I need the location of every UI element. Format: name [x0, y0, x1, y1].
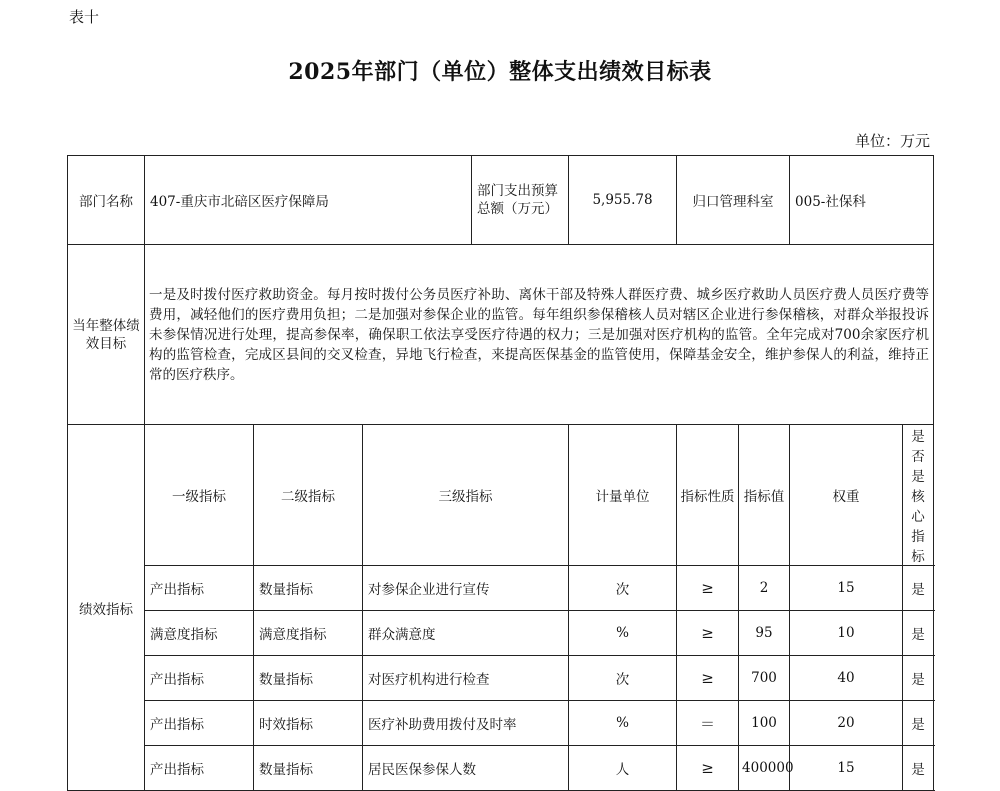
- cell-level1: 产出指标: [145, 701, 254, 746]
- indicator-header-row: [68, 425, 934, 566]
- budget-value: 5,955.78: [569, 156, 677, 245]
- header-value: 指标值: [739, 425, 790, 566]
- table-row: [68, 701, 934, 746]
- cell-level3: 对参保企业进行宣传: [363, 566, 569, 611]
- cell-level2: 时效指标: [254, 701, 363, 746]
- table-row: [68, 611, 934, 656]
- cell-weight: 10: [790, 611, 903, 656]
- cell-weight: 20: [790, 701, 903, 746]
- cell-unit: 次: [569, 656, 677, 701]
- goal-text: 一是及时拨付医疗救助资金。每月按时拨付公务员医疗补助、离休干部及特殊人群医疗费、城乡医疗救助人员医疗费人员医疗费等费用，减轻他们的医疗费用负担；二是加强对参保企业的监管。每年组织参保稽核人员对辖区企业进行参保稽核，对群众举报投诉未参保情况进行处理，提高参保率，确保职工依法享受医疗待遇的权力；三是加强对医疗机构的监管。全年完成对700余家医疗机构的监管检查，完成区县间的交叉检查，异地飞行检查，来提高医保基金的监管使用，保障基金安全，维护参保人的利益，维持正常的医疗秩序。: [145, 245, 934, 425]
- page-title: 2025年部门（单位）整体支出绩效目标表: [288, 59, 712, 85]
- header-level2: 二级指标: [254, 425, 363, 566]
- header-level1: 一级指标: [145, 425, 254, 566]
- cell-core: 是: [903, 746, 934, 791]
- header-core: 是否是核心指标: [903, 425, 934, 566]
- goal-label: 当年整体绩效目标: [68, 245, 145, 425]
- cell-unit: %: [569, 611, 677, 656]
- cell-level2: 满意度指标: [254, 611, 363, 656]
- office-label: 归口管理科室: [677, 156, 790, 245]
- cell-weight: 40: [790, 656, 903, 701]
- cell-value: 700: [739, 656, 790, 701]
- cell-value: 400000: [739, 746, 790, 791]
- cell-level1: 满意度指标: [145, 611, 254, 656]
- performance-table: [67, 155, 934, 791]
- dept-name-label: 部门名称: [68, 156, 145, 245]
- cell-level3: 对医疗机构进行检查: [363, 656, 569, 701]
- table-row: [68, 656, 934, 701]
- table-tag: 表十: [69, 8, 100, 26]
- cell-weight: 15: [790, 566, 903, 611]
- budget-label: 部门支出预算总额（万元）: [472, 156, 569, 245]
- cell-nature: ＝: [677, 701, 739, 746]
- cell-value: 100: [739, 701, 790, 746]
- indicators-label: 绩效指标: [68, 425, 145, 791]
- cell-value: 95: [739, 611, 790, 656]
- office-value: 005-社保科: [790, 156, 934, 245]
- cell-level1: 产出指标: [145, 746, 254, 791]
- header-nature: 指标性质: [677, 425, 739, 566]
- cell-value: 2: [739, 566, 790, 611]
- cell-nature: ≥: [677, 656, 739, 701]
- cell-level3: 群众满意度: [363, 611, 569, 656]
- info-row: [68, 156, 934, 245]
- cell-unit: %: [569, 701, 677, 746]
- header-unit: 计量单位: [569, 425, 677, 566]
- header-level3: 三级指标: [363, 425, 569, 566]
- cell-level3: 医疗补助费用拨付及时率: [363, 701, 569, 746]
- cell-level2: 数量指标: [254, 746, 363, 791]
- goal-row: [68, 245, 934, 425]
- cell-core: 是: [903, 566, 934, 611]
- cell-unit: 人: [569, 746, 677, 791]
- table-row: [68, 746, 934, 791]
- cell-level1: 产出指标: [145, 566, 254, 611]
- cell-nature: ≥: [677, 566, 739, 611]
- cell-core: 是: [903, 656, 934, 701]
- cell-unit: 次: [569, 566, 677, 611]
- header-weight: 权重: [790, 425, 903, 566]
- cell-level1: 产出指标: [145, 656, 254, 701]
- unit-label: 单位：万元: [854, 132, 930, 150]
- cell-core: 是: [903, 701, 934, 746]
- cell-weight: 15: [790, 746, 903, 791]
- cell-level3: 居民医保参保人数: [363, 746, 569, 791]
- table-row: [68, 566, 934, 611]
- cell-nature: ≥: [677, 611, 739, 656]
- cell-level2: 数量指标: [254, 656, 363, 701]
- cell-nature: ≥: [677, 746, 739, 791]
- cell-core: 是: [903, 611, 934, 656]
- cell-level2: 数量指标: [254, 566, 363, 611]
- dept-name-value: 407-重庆市北碚区医疗保障局: [145, 156, 472, 245]
